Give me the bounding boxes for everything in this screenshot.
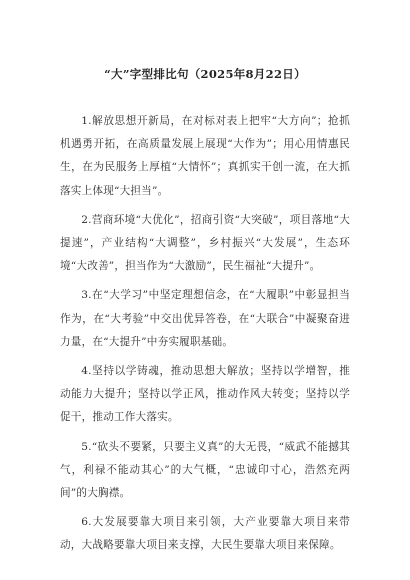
document-title: “大”字型排比句（2025年8月22日） bbox=[104, 67, 306, 81]
document-body bbox=[60, 110, 350, 564]
paragraph-2: 2.营商环境“大优化”，招商引资“大突破”，项目落地“大提速”，产业结构“大调整”，乡村振兴“大发展”，生态环境“大改善”，担当作为“大激励”，民生福祉“大提升”。 bbox=[60, 213, 350, 273]
paragraph-1: 1.解放思想开新局，在对标对表上把牢“大方向”；抢抓机遇勇开拓，在高质量发展上展现“大作为”；用心用情惠民生，在为民服务上厚植“大情怀”；真抓实干创一流，在大抓落实上体现“大担当”。 bbox=[60, 115, 350, 197]
paragraph-4: 4.坚持以学铸魂，推动思想大解放；坚持以学增智，推动能力大提升；坚持以学正风，推动作风大转变；坚持以学促干，推动工作大落实。 bbox=[60, 365, 350, 424]
paragraph-3: 3.在“大学习”中坚定理想信念，在“大履职”中彰显担当作为，在“大考验”中交出优异答卷，在“大联合”中凝聚奋进力量，在“大提升”中夯实履职基础。 bbox=[60, 289, 350, 348]
paragraph-6: 6.大发展要靠大项目来引领，大产业要靠大项目来带动，大战略要靠大项目来支撑，大民生要靠大项目来保障。 bbox=[60, 516, 350, 552]
paragraph-5: 5.“砍头不要紧，只要主义真”的大无畏，“威武不能撼其气，利禄不能动其心”的大气概，“忠诚印寸心，浩然充两间”的大胸襟。 bbox=[60, 440, 350, 500]
